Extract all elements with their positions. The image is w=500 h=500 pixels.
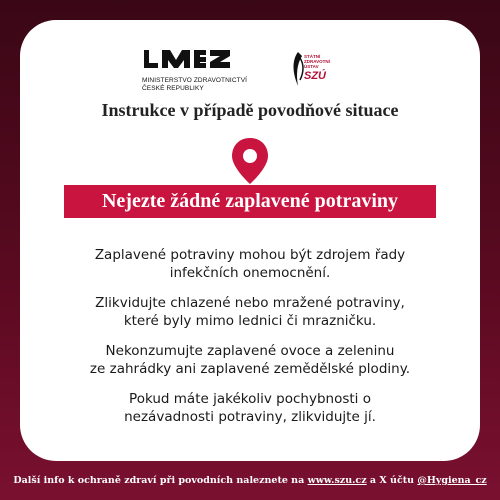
instruction-line: Pokud máte jakékoliv pochybnosti o: [129, 391, 371, 407]
mzcr-logo-mark: [144, 48, 232, 70]
szu-line-2: ZDRAVOTNÍ: [304, 59, 330, 64]
footer-text: Další info k ochraně zdraví při povodních naleznete na: [13, 475, 308, 486]
content-card: [20, 20, 480, 461]
warning-banner: Nejezte žádné zaplavené potraviny: [64, 185, 436, 218]
instruction-line: ze zahrádky ani zaplavené zemědělské plodiny.: [89, 361, 411, 377]
instruction-line: nezávadnosti potraviny, zlikvidujte jí.: [124, 409, 376, 425]
instruction-line: Nekonzumujte zaplavené ovoce a zeleninu: [105, 343, 395, 359]
instruction-line: Zaplavené potraviny mohou být zdrojem řady: [94, 247, 406, 263]
szu-line-3: ÚSTAV: [304, 64, 319, 69]
instruction-line: Zlikvidujte chlazené nebo mražené potraviny,: [95, 295, 405, 311]
instruction-paragraph: [60, 342, 440, 378]
page-title: Instrukce v případě povodňové situace: [101, 100, 399, 120]
szu-website-link[interactable]: www.szu.cz: [307, 475, 367, 486]
location-pin-icon: [228, 136, 272, 186]
szu-abbreviation: SZÚ: [304, 70, 326, 82]
footer-note: [0, 475, 500, 486]
ministry-name: [142, 77, 262, 93]
ministry-line-1: MINISTERSTVO ZDRAVOTNICTVÍ: [142, 77, 248, 84]
szu-full-name: [304, 54, 330, 69]
ministry-line-2: ČESKÉ REPUBLIKY: [142, 85, 204, 92]
instruction-paragraph: [60, 294, 440, 330]
footer-text-middle: a X účtu: [366, 475, 418, 486]
instruction-line: infekčních onemocnění.: [169, 265, 331, 281]
instruction-paragraph: [60, 390, 440, 426]
szu-logo: [288, 48, 368, 104]
szu-line-1: STÁTNÍ: [304, 54, 321, 59]
x-account-link[interactable]: @Hygiena_cz: [417, 475, 487, 486]
instructions-list: [60, 246, 440, 438]
instruction-line: které byly mimo lednici či mrazničku.: [123, 313, 377, 329]
ministry-logo: [142, 48, 262, 93]
instruction-paragraph: [60, 246, 440, 282]
